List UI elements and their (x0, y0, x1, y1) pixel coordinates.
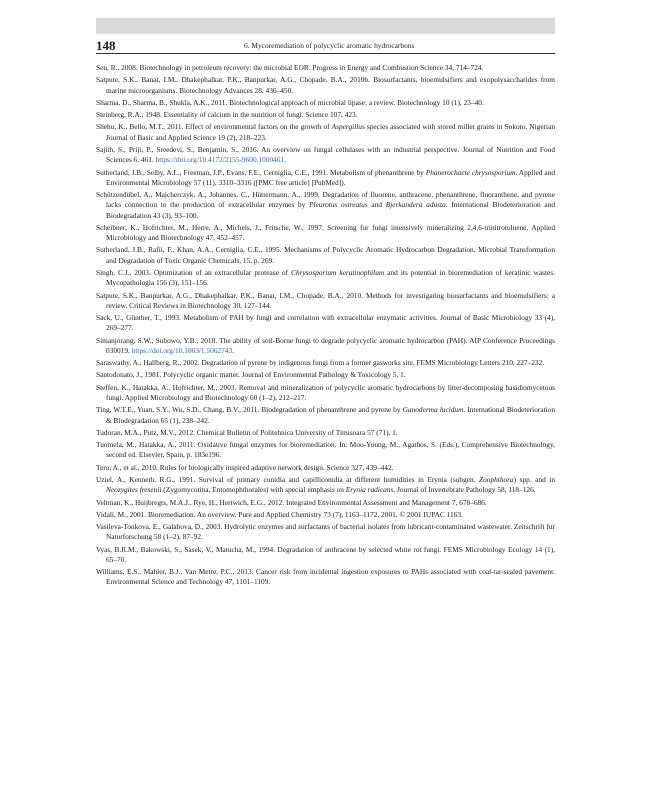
reference-text: Sen, R., 2008. Biotechnology in petroleum recovery: the microbial EOR. Progress in Energy and Combustion Science 34, 714–724. (96, 63, 484, 72)
reference-text: Steinberg, R.A., 1948. Essentiality of calcium in the nutrition of fungi. Science 107, 423. (96, 110, 358, 120)
reference-text: Williams, E.S., Mahler, B.J., Van Metre, P.C., 2013. Cancer risk from incidental ingestion exposures to PAHs associated with coal-tar-sealed pavement. Environmental Science and Technology 47, 1101–1109. (96, 567, 555, 587)
reference-text: Tuomela, M., Hatakka, A., 2011. Oxidative fungal enzymes for bioremediation. In: Moo-Young, M., Agathos, S. (Eds.), Comprehensive Biotechnology, second ed. Elsevier, Spain, p. 183e196. (96, 440, 555, 460)
reference-entry (96, 313, 555, 334)
reference-text: Ting, W.T.E., Yuan, S.Y., Wu, S.D., Chang, B.V., 2011. Biodegradation of phenanthrene and pyrene by (96, 405, 403, 415)
reference-entry (96, 567, 555, 588)
reference-entry (96, 545, 555, 566)
reference-text: Sajith, S., Priji, P., Sreedevi, S., Benjamin, S., 2016. An overview on fungal cellulases with an industrial perspective. Journal of Nutrition and Food Sciences 6, 461. (96, 144, 555, 165)
reference-text: Steffen, K., Hatakka, A., Hofrichter, M., 2003. Removal and mineralization of polycyclic aromatic hydrocarbons by litter-decomposing basidiomycetous fungi. Applied Microbiology and Biotechnology 60 (1–2), 212–217. (96, 382, 555, 402)
header-rule (96, 53, 555, 54)
species-name: Pleurotus ostreatus (309, 200, 368, 210)
species-name: Ganoderma lucidum (402, 405, 464, 415)
reference-text: species associated with stored millet grains in Sokoto. Nigerian Journal of Basic and Applied Science 19 (2), 218–223. (106, 122, 555, 142)
reference-entry (96, 110, 555, 120)
reference-text: Vyas, B.R.M., Bakowski, S., Sasek, V., Matucha, M., 1994. Degradation of anthracene by selected white rot fungi. FEMS Microbiology Ecology 14 (1), 65–70. (96, 544, 555, 564)
reference-text: Sharma, D., Sharma, B., Shukla, A.K., 2011. Biotechnological approach of microbial lipase: a review. Biotechnology 10 (1), 23–40. (96, 97, 484, 107)
reference-entry (96, 522, 555, 543)
reference-entry (96, 498, 555, 508)
reference-text: Sutherland, J.B., Selby, A.L., Freeman, J.P., Evans, F.E., Cerniglia, C.E., 1991. Metabolism of phenanthrene by (96, 167, 426, 177)
reference-text: . International Biodeterioration & Biodegradation 65 (1), 238–242. (106, 405, 556, 425)
reference-entry (96, 245, 555, 266)
reference-text: Shehu, K., Bello, M.T., 2011. Effect of environmental factors on the growth of (96, 122, 332, 132)
reference-entry (96, 268, 555, 289)
reference-text: Satpute, S.K., Banpurkar, A.G., Dhakephalkar, P.K., Banat, I.M., Chopade, B.A., 2010. Methods for investigating biosurfactants and bioemulsifiers: a review. Critical Reviews in Biotechnology 30, 127–144. (96, 290, 555, 310)
running-title: 6. Mycoremediation of polycyclic aromatic hydrocarbons (244, 41, 415, 50)
reference-entry (96, 370, 555, 380)
reference-entry (96, 75, 555, 96)
reference-text: . (284, 155, 286, 165)
reference-text: Veltman, K., Huijbregts, M.A.J., Rye, H., Hertwich, E.G., 2012. Integrated Environmental Assessment and Management 7, 678–686. (96, 497, 487, 507)
species-name: Aspergillus (331, 122, 365, 132)
reference-text: Scheibner, K., Hofrichter, M., Herre, A., Michels, J., Fritsche, W., 1997. Screening for fungi intensively mineralizing 2,4,6-trinitrotoluene. Applied Microbiology and Biotechnology 47, 452–457. (96, 222, 555, 243)
species-name: Neozygites fresenii (106, 485, 162, 495)
species-name: Erynia radicans (345, 485, 394, 495)
reference-text: (Zygomycotina, Entomophthorales) with special emphasis on (161, 485, 346, 495)
reference-entry (96, 98, 555, 108)
reference-text: . International Biodeterioration and Biodegradation 43 (3), 93–100. (106, 200, 555, 220)
reference-text: Uziel, A., Kenneth, R.G., 1991. Survival of primary conidia and capilliconidia at different humidities in Erynia (subgen. (96, 474, 480, 484)
reference-text: Satpute, S.K., Banat, I.M., Dhakephalkar, P.K., Banpurkar, A.G., Chopade, B.A., 2010b. Biosurfactants, bioemulsifiers and exopolysaccharides from marine microorganisms. Biotechnology Advances 28, 436–450. (96, 75, 555, 95)
reference-text: Vasileva-Tonkova, E., Galabova, D., 2003. Hydrolytic enzymes and surfactants of bacterial isolates from lubricant-contaminated wastewater. Zeitschrift fur Naturforschung 58 (1–2), 87–92. (96, 522, 555, 542)
doi-link[interactable]: https://doi.org/10.4172/2155-9600.1000461 (155, 155, 285, 165)
reference-entry (96, 63, 555, 73)
reference-entry (96, 463, 555, 473)
reference-entry (96, 168, 555, 189)
reference-text: and (367, 200, 386, 210)
reference-entry (96, 358, 555, 368)
reference-entry (96, 145, 555, 166)
header-bar (96, 18, 555, 34)
reference-entry (96, 383, 555, 404)
reference-text: . Applied and Environmental Microbiology 57 (11), 3310–3316 ([PMC free article] [PubMed]). (106, 167, 555, 187)
reference-entry (96, 510, 555, 520)
doi-link[interactable]: https://doi.org/10.1063/1.5062743 (131, 345, 233, 355)
reference-text: Santodonato, J., 1981. Polycyclic organic matter. Journal of Environmental Pathology & Toxicology 5, 1. (96, 370, 406, 380)
reference-entry (96, 440, 555, 461)
reference-text: Schützendübel, A., Majcherczyk, A., Johannes, C., Hüttermann, A., 1999. Degradation of fluorene, anthracene, phenanthrene, fluoranthene, and pyrene lacks connection to the production of extracellular enzymes by (96, 190, 555, 210)
reference-text: . (232, 345, 234, 355)
reference-text: Sutherland, J.B., Rafii, F., Khan, A.A., Cerniglia, C.E., 1995. Mechanisms of Polycyclic Aromatic Hydrocarbon Degradation, Microbial Transformation and Degradation of Toxic Organic Chemicals, 15, p. 269. (96, 245, 555, 265)
page-number: 148 (96, 38, 116, 53)
reference-entry (96, 405, 555, 426)
reference-entry (96, 223, 555, 244)
species-name: Bjerkandera adusta (385, 200, 446, 210)
reference-text: Singh, C.J., 2003. Optimization of an extracellular protease of (96, 267, 292, 277)
reference-text: Vidali, M., 2001. Bioremediation. An overview. Pure and Applied Chemistry 73 (7), 1163–1172, 2001. © 2001 IUPAC 1163. (96, 509, 463, 519)
species-name: Chrysosporium keratinophilum (291, 267, 385, 277)
reference-entry (96, 475, 555, 496)
reference-text: Simanjorang, S.W., Subowo, Y.B., 2018. The ability of soil-Borne fungi to degrade polycyclic aromatic hydrocarbon (PAH). AIP Conference Proceedings 030019. (96, 335, 555, 355)
reference-text: Tero, A., et al., 2010. Rules for biologically inspired adaptive network design. Science 327, 439–442. (96, 462, 394, 472)
species-name: Zoophthora (479, 474, 514, 484)
reference-entry (96, 291, 555, 312)
reference-entry (96, 190, 555, 221)
reference-entry (96, 336, 555, 357)
reference-text: ) spp. and in (513, 474, 555, 484)
reference-list (96, 63, 555, 590)
species-name: Phanerochaete chrysosporium (425, 167, 516, 177)
reference-text: Tudoran, M.A., Putz, M.V., 2012. Chemical Bulletin of Politehnica University of Timisoara 57 (71), 1. (96, 427, 398, 437)
reference-entry (96, 428, 555, 438)
reference-text: Saraswathy, A., Hallberg, R., 2002. Degradation of pyrene by indigenous fungi from a former gasworks site. FEMS Microbiology Letters 210, 227–232. (96, 358, 545, 368)
reference-entry (96, 122, 555, 143)
reference-text: . Journal of Invertebrate Pathology 58, 118–126. (393, 485, 536, 495)
reference-text: and its potential in bioremediation of keratinic wastes. Mycopathologia 156 (3), 151–156. (106, 267, 555, 288)
reference-text: Sack, U., Günther, T., 1993. Metabolism of PAH by fungi and correlation with extracellular enzymatic activities. Journal of Basic Microbiology 33 (4), 269–277. (96, 313, 555, 333)
